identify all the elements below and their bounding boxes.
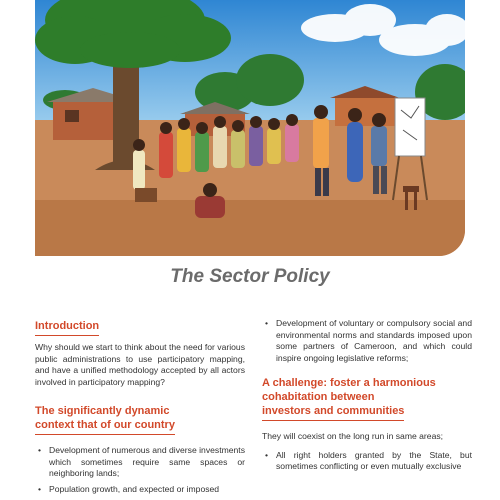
context-bullet-list: [35, 445, 245, 495]
context-heading-line1: The significantly dynamic: [35, 405, 170, 417]
cover-illustration: [35, 0, 465, 256]
challenge-heading: [262, 376, 472, 421]
right-bullet-list: [262, 318, 472, 364]
list-item: • Development of voluntary or compulsory social and environmental norms and standards imposed upon some partners of Cameroon, and which could inspire ongoing legislative reforms;: [262, 318, 472, 364]
challenge-heading-line2: cohabitation between: [262, 391, 375, 403]
challenge-bullet-list: [262, 450, 472, 473]
introduction-text: Why should we start to think about the need for various public administrations to use participatory mapping, and have a unified methodology accepted by all actors involved in participatory mapping?: [35, 342, 245, 387]
list-item: • Population growth, and expected or imposed: [35, 484, 245, 496]
challenge-heading-line3: investors and communities: [262, 404, 404, 421]
list-item: • All right holders granted by the State, but sometimes conflicting or even mutually exclusive: [262, 450, 472, 473]
village-meeting-scene: [35, 0, 465, 256]
context-heading-block: [35, 404, 245, 435]
challenge-text: They will coexist on the long run in same areas;: [262, 431, 444, 441]
context-heading: [35, 404, 245, 435]
right-column: [262, 318, 472, 477]
challenge-heading-block: [262, 376, 472, 421]
left-column: [35, 316, 245, 499]
challenge-heading-line1: A challenge: foster a harmonious: [262, 377, 436, 389]
introduction-heading-block: [35, 316, 245, 336]
introduction-heading: Introduction: [35, 319, 99, 336]
context-heading-line2: context that of our country: [35, 418, 175, 435]
page-title: The Sector Policy: [170, 266, 330, 287]
list-item: • Development of numerous and diverse investments which sometimes require same spaces or neighboring lands;: [35, 445, 245, 480]
